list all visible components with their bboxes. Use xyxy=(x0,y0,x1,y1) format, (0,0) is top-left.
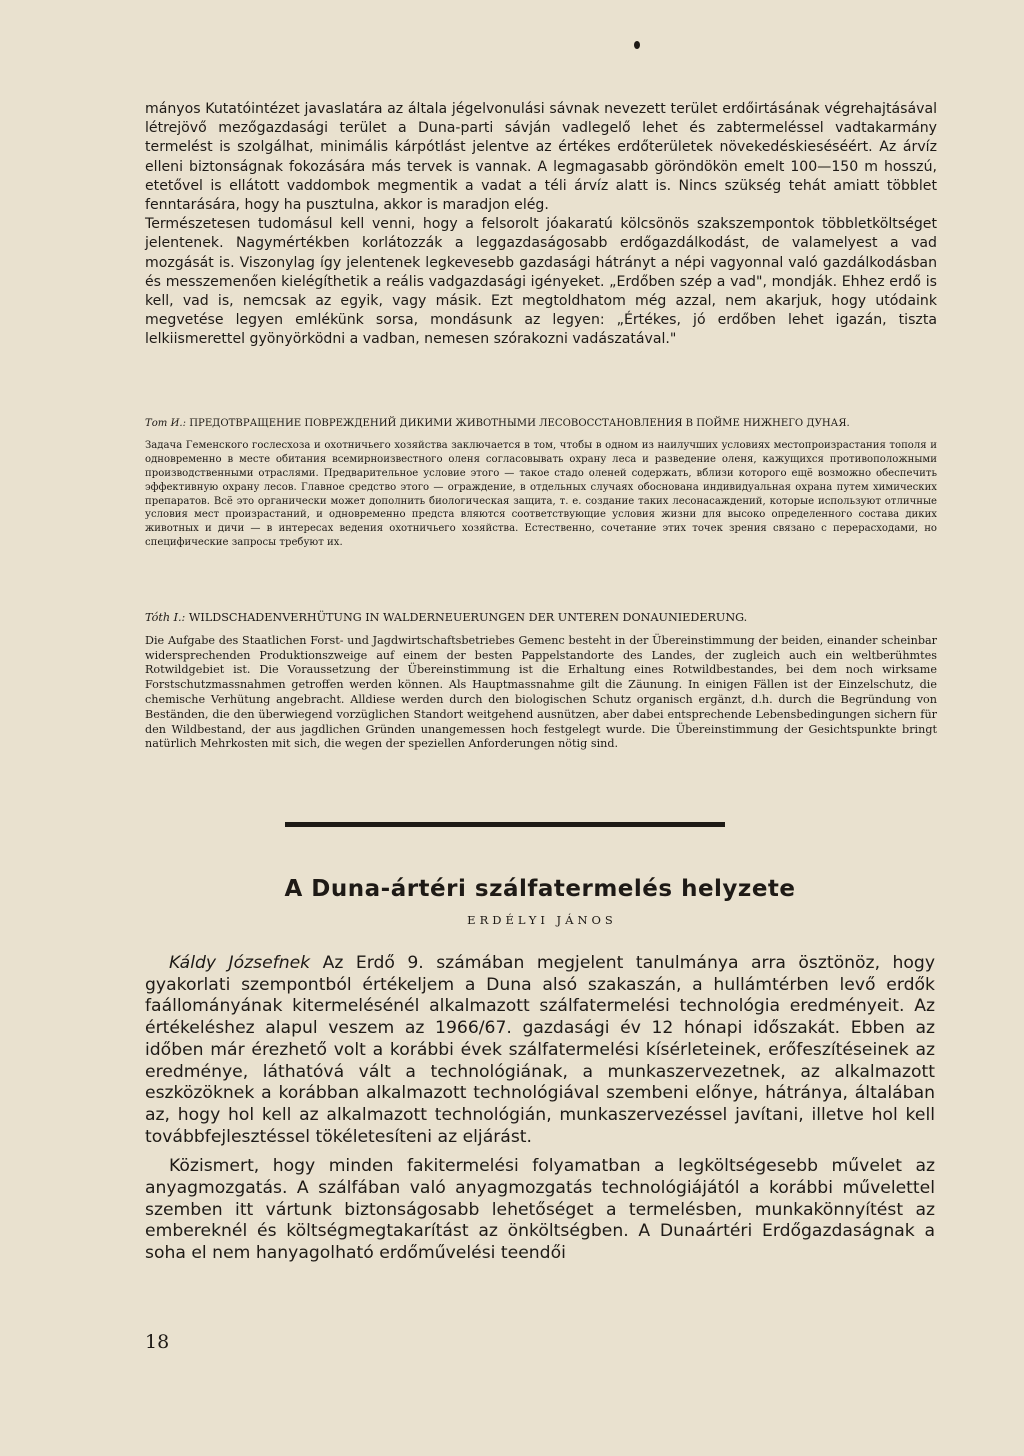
continued-paragraph-1: mányos Kutatóintézet javaslatára az általa jégelvonulási sávnak nevezett terület erdőirtásának végrehajtásával létrejövő mezőgazdasági terület a Duna-parti sávján vadlegelő lehet és zabtermeléssel vadtakarmány termelést is szolgálhat, minimális kárpótlást jelentve az értékes erdőterületek növekedéskieséséért. Az árvíz elleni biztonságnak fokozására más tervek is vannak. A legmagasabb göröndökön emelt 100—150 m hosszú, etetővel is ellátott vaddombok megmentik a vadat a téli árvíz alatt is. Nincs szükség tehát amiatt többlet fenntarására, hogy ha pusztulna, akkor is maradjon elég. xyxy=(145,101,937,214)
summary-russian xyxy=(145,417,937,550)
article-body xyxy=(145,953,935,1265)
summary-russian-title: ПРЕДОТВРАЩЕНИЕ ПОВРЕЖДЕНИЙ ДИКИМИ ЖИВОТНЫМИ ЛЕСОВОССТАНОВЛЕНИЯ В ПОЙМЕ НИЖНЕГО ДУНАЯ. xyxy=(186,418,850,429)
article-paragraph-2: Közismert, hogy minden fakitermelési folyamatban a legköltségesebb művelet az anyagmozgatás. A szálfában való anyagmozgatás technológiájától a korábbi művelettel szemben itt vártunk biztonságosabb lehetőséget a termelésben, munkakönnyítést az embereknél és költségmegtakarítást az önköltségben. A Dunaártéri Erdőgazdaságnak a soha el nem hanyagolható erdőművelési teendői xyxy=(145,1156,935,1264)
summary-german-text: Die Aufgabe des Staatlichen Forst- und Jagdwirtschaftsbetriebes Gemenc besteht in der Übereinstimmung der beiden, einander scheinbar widersprechenden Produktionszweige auf einem der besten Pappelstandorte des Landes, der zugleich auch ein weltberühmtes Rotwildgebiet ist. Die Voraussetzung der Übereinstimmung ist die Erhaltung eines Rotwildbestandes, bei dem noch wirksame Forstschutzmassnahmen getroffen werden können. Als Hauptmassnahme gilt die Zäunung. In einigen Fällen ist der Einzelschutz, die chemische Verhütung angebracht. Alldiese werden durch den biologischen Schutz organisch ergänzt, d.h. durch die Begründung von Beständen, die den überwiegend vorzüglichen Standort weitgehend ausnützen, aber dabei entsprechende Lebensbedingungen sichern für den Wildbestand, der aus jagdlichen Gründen unangemessen hoch festgelegt wurde. Die Übereinstimmung der Gesichtspunkte bringt natürlich Mehrkosten mit sich, die wegen der speziellen Anforderungen nötig sind. xyxy=(145,633,937,751)
summary-russian-text: Задача Геменского гослесхоза и охотничьего хозяйства заключается в том, чтобы в одном из наилучших условиях местопроизрастания тополя и одновременно в месте обитания всемирноизвестного оленя согласовывать охрану леса и разведение оленя, кажущихся противоположными производственными отраслями. Предварительное условие этого — такое стадо оленей содержать, вблизи которого ещё возможно обеспечить эффективную охрану лесов. Главное средство этого — ограждение, в отдельных случаях обоснована индивидуальная охрана путем химических препаратов. Всё это органически может дополнить биологическая защита, т. е. создание таких лесонасаждений, которые используют отличные условия мест произрастаний, и одновременно предста вляются соответствующие условия жизни для высоко определенного состава диких животных и дичи — в интересах ведения охотничьего хозяйства. Естественно, сочетание этих точек зрения связано с перерасходами, но специфические запросы требуют их. xyxy=(145,439,937,549)
article-author: ERDÉLYI JÁNOS xyxy=(467,913,617,927)
article-paragraph-1 xyxy=(145,953,935,1148)
section-divider xyxy=(285,822,725,827)
page-number: 18 xyxy=(145,1331,170,1353)
cited-author: Káldy Józsefnek xyxy=(169,953,311,973)
print-speck xyxy=(634,41,640,49)
summary-german xyxy=(145,611,937,752)
summary-german-author: Tóth I.: xyxy=(145,611,186,624)
summary-russian-author: Тот И.: xyxy=(145,418,187,429)
continued-text xyxy=(145,100,937,350)
summary-german-heading xyxy=(145,611,937,626)
continued-paragraph-2: Természetesen tudomásul kell venni, hogy a felsorolt jóakaratú kölcsönös szakszempontok többletköltséget jelentenek. Nagymértékben korlátozzák a leggazdaságosabb erdőgazdálkodást, de valamelyest a vad mozgását is. Viszonylag így jelentenek legkevesebb gazdasági hátrányt a népi vagyonnal való gazdálkodásban és messzemenően kielégíthetik a reális vadgazdasági igényeket. „Erdőben szép a vad", mondják. Ehhez erdő is kell, vad is, nemcsak az egyik, vagy másik. Ezt megtoldhatom még azzal, nem akarjuk, hogy utódaink megvetése legyen emlékünk sorsa, mondásunk az legyen: „Értékes, jó erdőben lehet igazán, tiszta lelkiismerettel gyönyörködni a vadban, nemesen szórakozni vadászatával." xyxy=(145,216,937,348)
article-paragraph-1-text: Az Erdő 9. számában megjelent tanulmánya arra ösztönöz, hogy gyakorlati szempontból értékeljem a Duna alsó szakaszán, a hullámtérben levő erdők faállományának kitermelésénél alkalmazott szálfatermelési technológia eredményeit. Az értékeléshez alapul veszem az 1966/67. gazdasági év 12 hónapi időszakát. Ebben az időben már érezhető volt a korábbi évek szálfatermelési kísérleteinek, erőfeszítéseinek az eredménye, láthatóvá vált a technológiának, a munkaszervezetnek, az alkalmazott eszközöknek a korábban alkalmazott technológiával szembeni előnye, hátránya, általában az, hogy hol kell az alkalmazott technológián, munkaszervezéssel javítani, illetve hol kell továbbfejlesztéssel tökéletesíteni az eljárást. xyxy=(145,953,935,1147)
summary-russian-heading xyxy=(145,417,937,431)
summary-german-title: WILDSCHADENVERHÜTUNG IN WALDERNEUERUNGEN DER UNTEREN DONAUNIEDERUNG. xyxy=(185,611,748,624)
article-title: A Duna-ártéri szálfatermelés helyzete xyxy=(284,876,796,902)
